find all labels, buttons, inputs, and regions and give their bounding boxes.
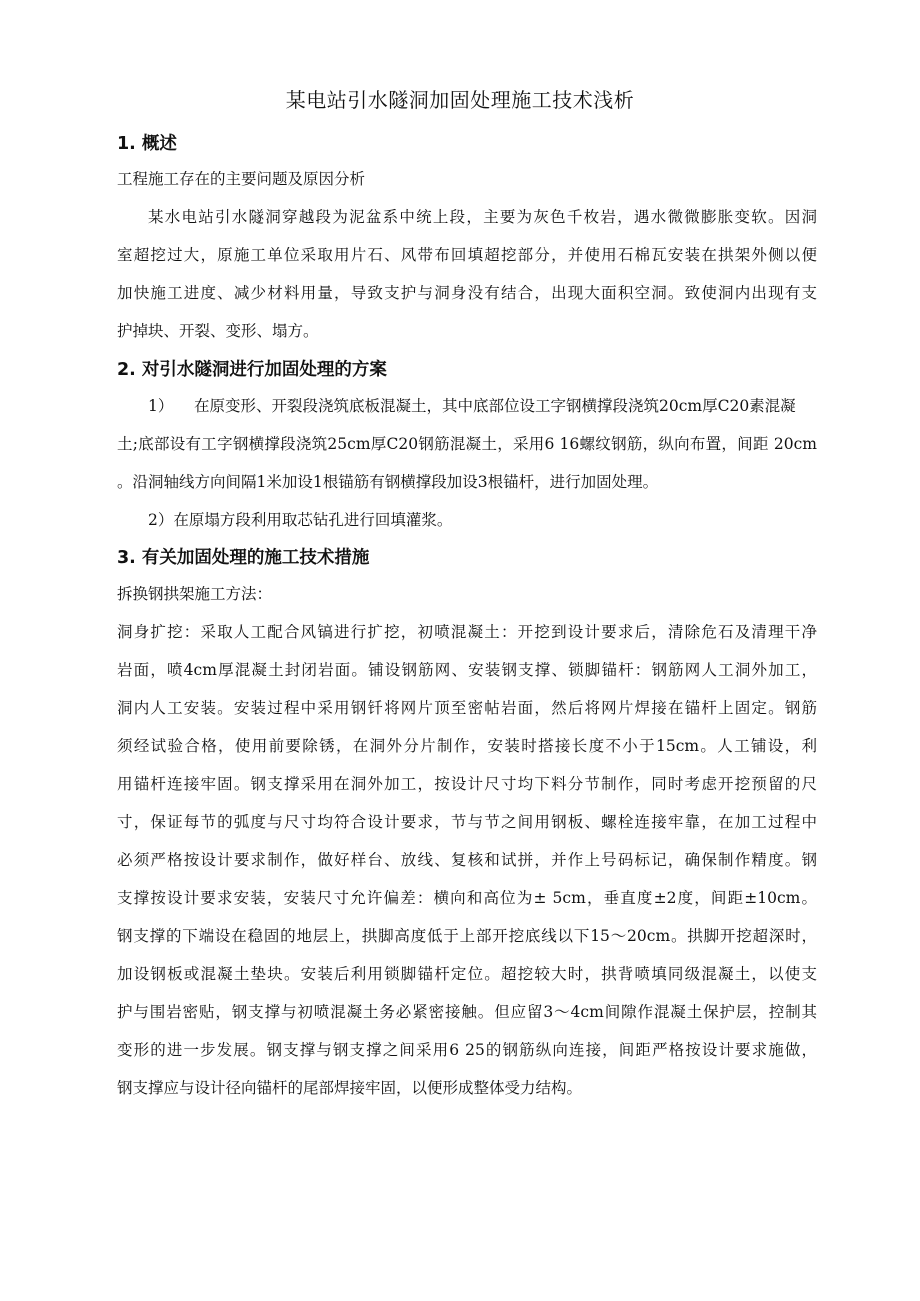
list-item-1-first-line bbox=[148, 394, 817, 416]
section-1-heading: 1. 概述 bbox=[117, 134, 177, 154]
list-item-1-number: 1） bbox=[148, 397, 174, 415]
paragraph-line: 护与围岩密贴，钢支撑与初喷混凝土务必紧密接触。但应留3〜4cm间隙作混凝土保护层，控制其 bbox=[117, 1003, 817, 1021]
paragraph-line: 须经试验合格，使用前要除锈，在洞外分片制作，安装时搭接长度不小于15cm。人工铺设，利 bbox=[117, 737, 817, 755]
section-3-subtitle: 拆换钢拱架施工方法： bbox=[117, 585, 273, 603]
paragraph-line: 加快施工进度、减少材料用量，导致支护与洞身没有结合，出现大面积空洞。致使洞内出现有支 bbox=[117, 284, 817, 302]
section-1-subtitle: 工程施工存在的主要问题及原因分析 bbox=[117, 170, 366, 188]
paragraph-line: 加设钢板或混凝土垫块。安装后利用锁脚锚杆定位。超挖较大时，拱背喷填同级混凝土，以使支 bbox=[117, 965, 817, 983]
paragraph-line: 某水电站引水隧洞穿越段为泥盆系中统上段，主要为灰色千枚岩，遇水微微膨胀变软。因洞 bbox=[148, 208, 817, 226]
paragraph-line: 在原变形、开裂段浇筑底板混凝土，其中底部位设工字钢横撑段浇筑20cm厚C20素混凝 bbox=[194, 397, 796, 415]
paragraph-line: 必须严格按设计要求制作，做好样台、放线、复核和试拼，并作上号码标记，确保制作精度。钢 bbox=[117, 851, 817, 869]
paragraph-line: 洞内人工安装。安装过程中采用钢钎将网片顶至密帖岩面，然后将网片焊接在锚杆上固定。钢筋 bbox=[117, 699, 817, 717]
paragraph-line: 支撑按设计要求安装，安装尺寸允许偏差：横向和高位为± 5cm，垂直度±2度，间距±10cm。 bbox=[117, 889, 817, 907]
paragraph-line: 变形的进一步发展。钢支撑与钢支撑之间采用6 25的钢筋纵向连接，间距严格按设计要求施做， bbox=[117, 1041, 817, 1059]
paragraph-line: 洞身扩挖：采取人工配合风镐进行扩挖，初喷混凝土：开挖到设计要求后，清除危石及清理干净 bbox=[117, 623, 817, 641]
page-title: 某电站引水隧洞加固处理施工技术浅析 bbox=[285, 88, 635, 112]
paragraph-line: 土;底部设有工字钢横撑段浇筑25cm厚C20钢筋混凝土，采用6 16螺纹钢筋，纵向布置，间距 20cm bbox=[117, 435, 817, 453]
paragraph-line: 护掉块、开裂、变形、塌方。 bbox=[117, 322, 319, 340]
paragraph-line: 钢支撑应与设计径向锚杆的尾部焊接牢固，以便形成整体受力结构。 bbox=[117, 1079, 583, 1097]
paragraph-line: 。沿洞轴线方向间隔1米加设1根锚筋有钢横撑段加设3根锚杆，进行加固处理。 bbox=[117, 473, 659, 491]
paragraph-line: 寸，保证每节的弧度与尺寸均符合设计要求，节与节之间用钢板、螺栓连接牢靠，在加工过程中 bbox=[117, 813, 817, 831]
paragraph-line: 用锚杆连接牢固。钢支撑采用在洞外加工，按设计尺寸均下料分节制作，同时考虑开挖预留的尺 bbox=[117, 775, 817, 793]
paragraph-line: 钢支撑的下端设在稳固的地层上，拱脚高度低于上部开挖底线以下15〜20cm。拱脚开挖超深时， bbox=[117, 927, 817, 945]
paragraph-line: 室超挖过大，原施工单位采取用片石、风带布回填超挖部分，并使用石棉瓦安装在拱架外侧以便 bbox=[117, 246, 817, 264]
section-2-heading: 2. 对引水隧洞进行加固处理的方案 bbox=[117, 360, 387, 380]
list-item-2: 2）在原塌方段利用取芯钻孔进行回填灌浆。 bbox=[148, 511, 453, 529]
section-3-heading: 3. 有关加固处理的施工技术措施 bbox=[117, 548, 370, 568]
paragraph-line: 岩面，喷4cm厚混凝土封闭岩面。铺设钢筋网、安装钢支撑、锁脚锚杆：钢筋网人工洞外加工， bbox=[117, 661, 817, 679]
